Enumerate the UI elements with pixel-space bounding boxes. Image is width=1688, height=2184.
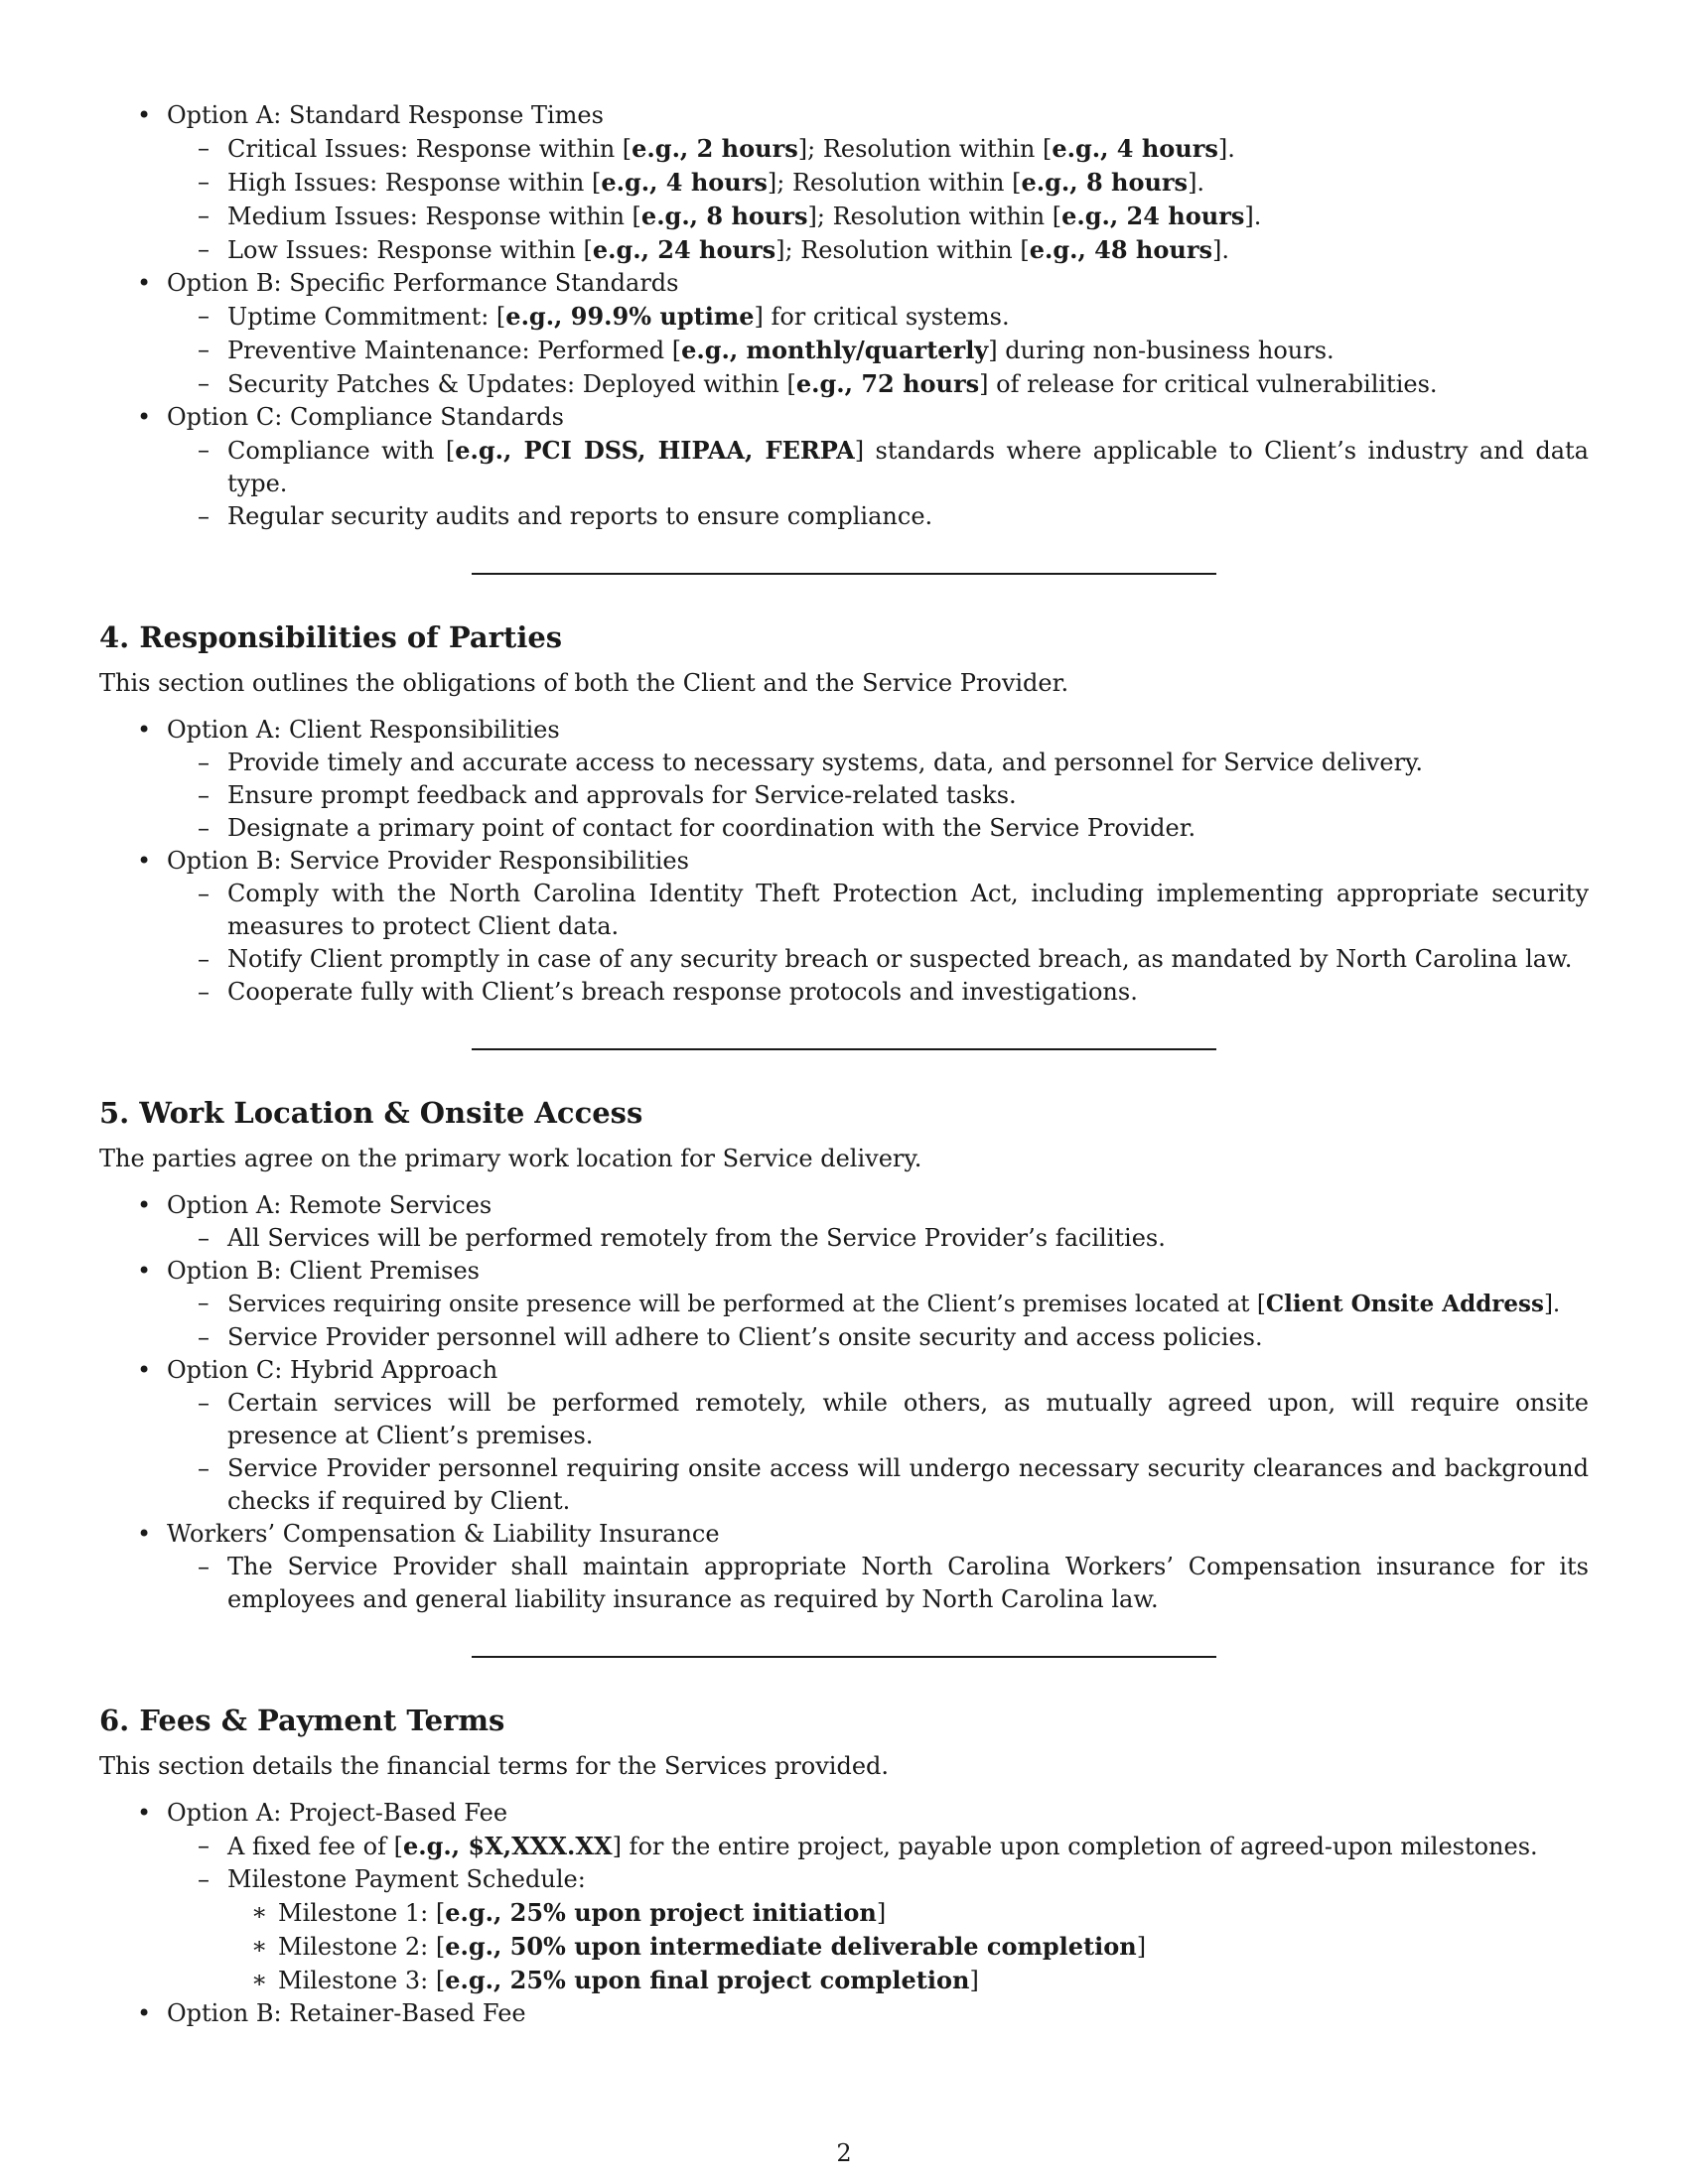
dash-icon: – <box>198 369 210 397</box>
sec5-optB <box>99 1255 1589 1354</box>
sec4-optB <box>99 845 1589 1009</box>
section-5-title: 5. Work Location & Onsite Access <box>99 1096 643 1130</box>
sec4-optA <box>99 714 1589 845</box>
section-4-intro: This section outlines the obligations of both the Client and the Service Provider. <box>99 669 1069 697</box>
list-item: – Milestone Payment Schedule: <box>99 1863 1589 1896</box>
section-6-title: 6. Fees & Payment Terms <box>99 1704 505 1737</box>
dash-icon: – <box>198 1553 210 1580</box>
list-item: – Ensure prompt feedback and approvals for Service-related tasks. <box>99 779 1589 812</box>
bullet-icon: • <box>137 1257 152 1285</box>
bullet-icon: • <box>137 1999 152 2027</box>
sec3-optA <box>99 99 1589 267</box>
list-item: – Medium Issues: Response within [e.g., 8 hours]; Resolution within [e.g., 24 hours]. <box>198 202 1262 230</box>
bullet-icon: • <box>137 716 152 744</box>
list-item: – Low Issues: Response within [e.g., 24 hours]; Resolution within [e.g., 48 hours]. <box>198 235 1229 264</box>
list-item: ∗ Milestone 3: [e.g., 25% upon final project completion] <box>251 1966 979 1994</box>
list-item: • Option B: Specific Performance Standards <box>99 267 1589 300</box>
dash-icon: – <box>198 1323 210 1351</box>
list-item: – Provide timely and accurate access to necessary systems, data, and personnel for Service delivery. <box>99 747 1589 779</box>
list-item: • Option B: Retainer-Based Fee <box>99 1997 1589 2030</box>
dash-icon: – <box>198 1832 210 1859</box>
dash-icon: – <box>198 1291 210 1316</box>
list-item: – Regular security audits and reports to ensure compliance. <box>99 500 1589 533</box>
list-item: – Notify Client promptly in case of any security breach or suspected breach, as mandated by North Carolina law. <box>99 943 1589 976</box>
list-item: – Compliance with [e.g., PCI DSS, HIPAA, FERPA] standards where applicable to Client’s industry and data type. <box>198 436 1589 497</box>
dash-icon: – <box>198 978 210 1006</box>
bullet-icon: • <box>137 1191 152 1219</box>
asterisk-icon: ∗ <box>251 1898 268 1926</box>
sec5-optA <box>99 1189 1589 1255</box>
dash-icon: – <box>198 1454 210 1482</box>
list-item: • Option B: Service Provider Responsibilities <box>99 845 1589 878</box>
document-page <box>99 99 1589 2144</box>
list-item: ∗ Milestone 2: [e.g., 50% upon intermediate deliverable completion] <box>251 1932 1147 1961</box>
bullet-icon: • <box>137 1356 152 1384</box>
dash-icon: – <box>198 302 210 330</box>
dash-icon: – <box>198 945 210 973</box>
list-item: – A fixed fee of [e.g., $X,XXX.XX] for the entire project, payable upon completion of agreed-upon milestones. <box>198 1832 1538 1860</box>
list-item: • Option A: Remote Services <box>99 1189 1589 1222</box>
sec3-optB <box>99 267 1589 401</box>
bullet-icon: • <box>137 1799 152 1827</box>
dash-icon: – <box>198 134 210 162</box>
sec5-optC <box>99 1354 1589 1518</box>
list-item: – Services requiring onsite presence will be performed at the Client’s premises located at [Client Onsite Address]. <box>99 1288 1589 1321</box>
bullet-icon: • <box>137 847 152 875</box>
list-item: – Service Provider personnel requiring onsite access will undergo necessary security clearances and background checks if required by Client. <box>198 1454 1589 1515</box>
bullet-icon: • <box>137 403 152 431</box>
sec6-optA <box>99 1797 1589 1997</box>
dash-icon: – <box>198 880 210 907</box>
dash-icon: – <box>198 1865 210 1893</box>
list-item: – Designate a primary point of contact for coordination with the Service Provider. <box>99 812 1589 845</box>
list-item: – Critical Issues: Response within [e.g., 2 hours]; Resolution within [e.g., 4 hours]. <box>198 134 1235 163</box>
bullet-icon: • <box>137 1520 152 1548</box>
dash-icon: – <box>198 502 210 530</box>
list-item: – All Services will be performed remotely from the Service Provider’s facilities. <box>99 1222 1589 1255</box>
bullet-icon: • <box>137 269 152 297</box>
asterisk-icon: ∗ <box>251 1932 268 1960</box>
bullet-icon: • <box>137 101 152 129</box>
dash-icon: – <box>198 336 210 363</box>
list-item: • Workers’ Compensation & Liability Insurance <box>99 1518 1589 1551</box>
list-item: – Security Patches & Updates: Deployed within [e.g., 72 hours] of release for critical vulnerabilities. <box>198 369 1438 398</box>
dash-icon: – <box>198 436 210 464</box>
dash-icon: – <box>198 202 210 229</box>
list-item: • Option C: Compliance Standards <box>99 401 1589 434</box>
section-6-intro: This section details the financial terms for the Services provided. <box>99 1752 890 1780</box>
dash-icon: – <box>198 781 210 809</box>
section-divider <box>472 573 1216 575</box>
sec6-optB <box>99 1997 1589 2030</box>
dash-icon: – <box>198 1224 210 1252</box>
sec5-optD <box>99 1518 1589 1616</box>
page-number: 2 <box>836 2139 852 2167</box>
section-5-intro: The parties agree on the primary work location for Service delivery. <box>99 1145 922 1172</box>
list-item: – High Issues: Response within [e.g., 4 hours]; Resolution within [e.g., 8 hours]. <box>198 168 1205 197</box>
sec3-optC <box>99 401 1589 533</box>
section-4-title: 4. Responsibilities of Parties <box>99 620 563 654</box>
asterisk-icon: ∗ <box>251 1966 268 1993</box>
dash-icon: – <box>198 168 210 196</box>
list-item: ∗ Milestone 1: [e.g., 25% upon project initiation] <box>251 1898 887 1927</box>
list-item: • Option C: Hybrid Approach <box>99 1354 1589 1387</box>
list-item: – Preventive Maintenance: Performed [e.g., monthly/quarterly] during non-business hours. <box>198 336 1335 364</box>
list-item: • Option A: Standard Response Times <box>99 99 1589 132</box>
list-item: – The Service Provider shall maintain appropriate North Carolina Workers’ Compensation insurance for its employees and general liability insurance as required by North Carolina law. <box>198 1553 1589 1613</box>
list-item: – Service Provider personnel will adhere to Client’s onsite security and access policies. <box>99 1321 1589 1354</box>
list-item: – Comply with the North Carolina Identity Theft Protection Act, including implementing appropriate security measures to protect Client data. <box>198 880 1589 940</box>
list-item: • Option A: Project-Based Fee <box>99 1797 1589 1830</box>
list-item: • Option A: Client Responsibilities <box>99 714 1589 747</box>
section-divider <box>472 1656 1216 1658</box>
list-item: • Option B: Client Premises <box>99 1255 1589 1288</box>
list-item: – Certain services will be performed remotely, while others, as mutually agreed upon, will require onsite presence at Client’s premises. <box>198 1389 1589 1449</box>
list-item: – Uptime Commitment: [e.g., 99.9% uptime] for critical systems. <box>198 302 1010 331</box>
list-item: – Cooperate fully with Client’s breach response protocols and investigations. <box>99 976 1589 1009</box>
section-divider <box>472 1048 1216 1050</box>
dash-icon: – <box>198 814 210 842</box>
dash-icon: – <box>198 749 210 776</box>
dash-icon: – <box>198 235 210 263</box>
dash-icon: – <box>198 1389 210 1417</box>
